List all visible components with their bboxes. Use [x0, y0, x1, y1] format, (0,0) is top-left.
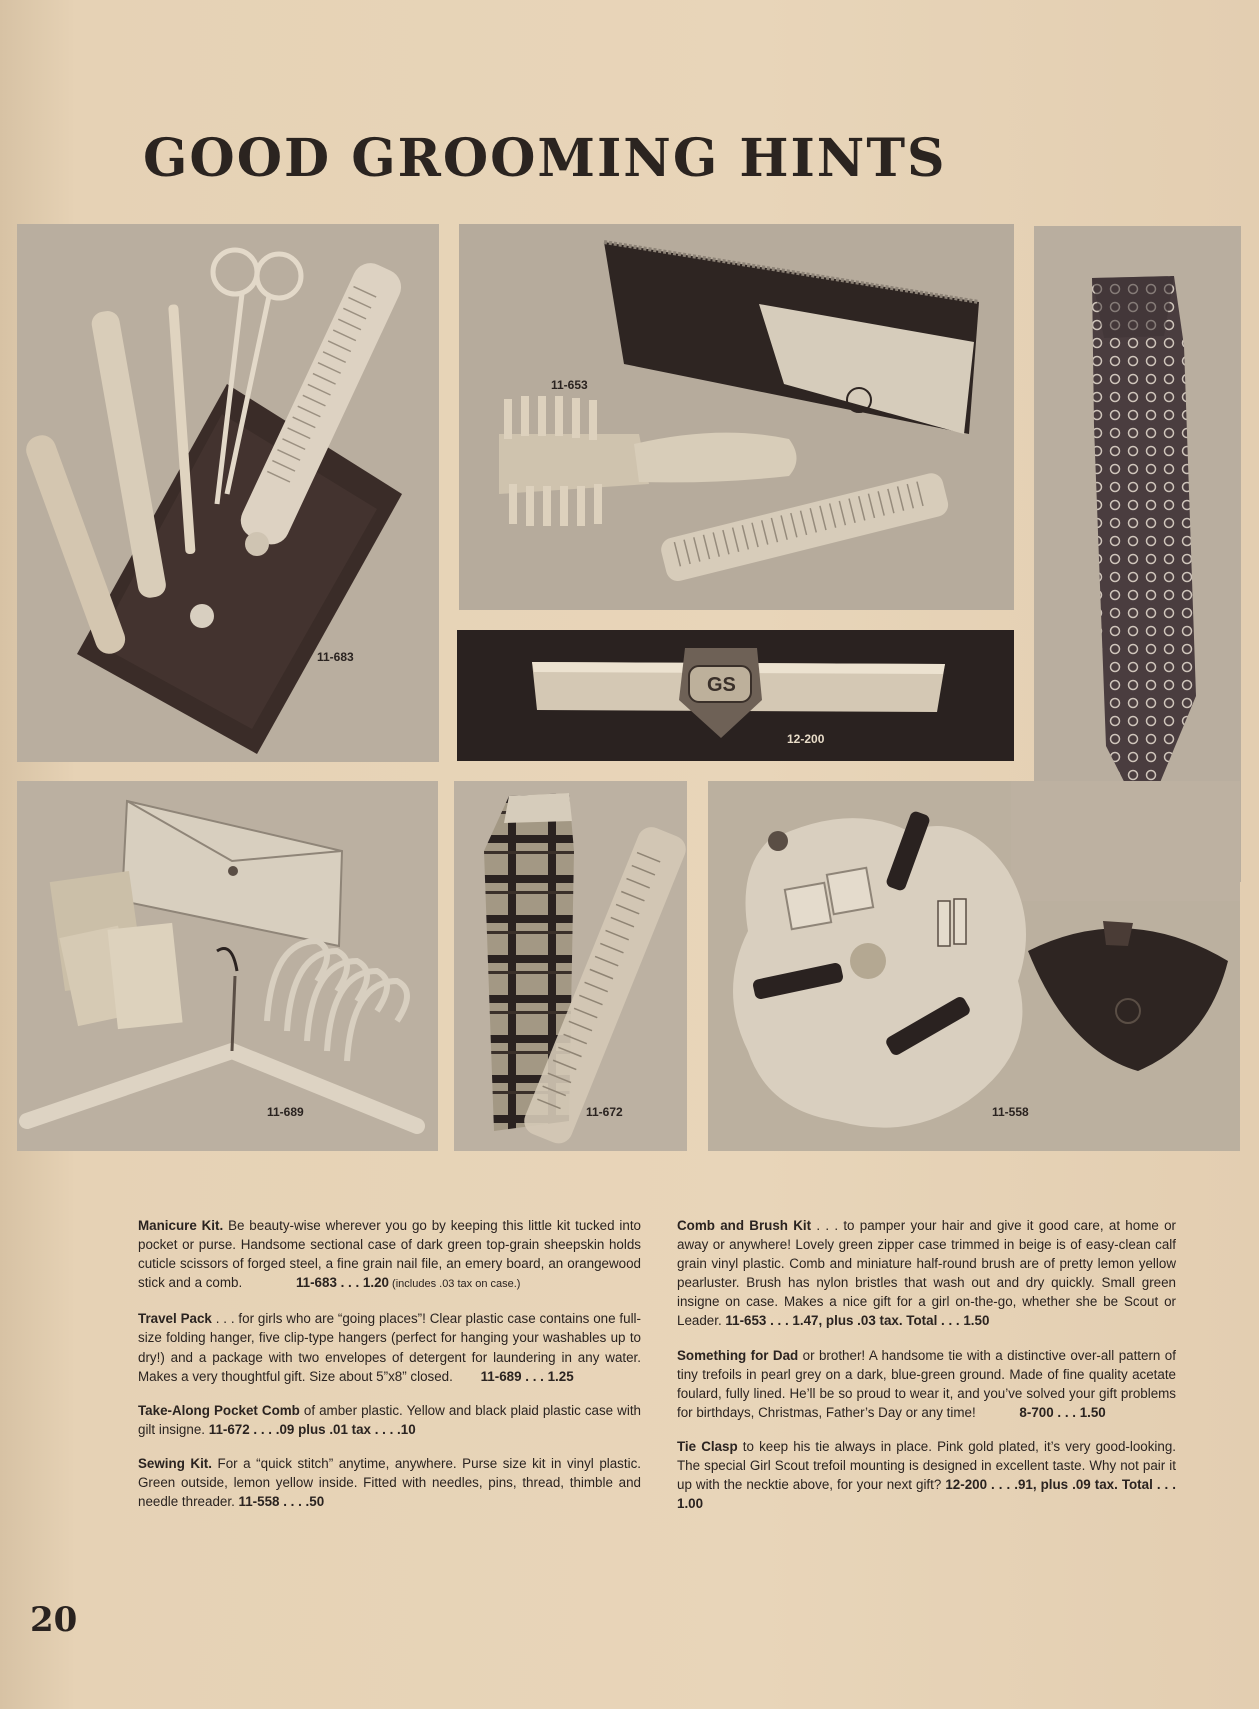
logo-text: GS: [707, 674, 736, 696]
item-price: 11-653 . . . 1.47, plus .03 tax. Total . . . 1.50: [725, 1313, 990, 1329]
item-price: 12-200 . . . .91, plus .09 tax. Total . . . 1.00: [677, 1477, 1176, 1512]
item-sewing-kit: [138, 1454, 641, 1511]
item-body: to keep his tie always in place. Pink gold plated, it’s very good-looking. The special Girl Scout trefoil mounting is designed in excellent taste. Why not pair it up with the necktie above, for your next gift?: [677, 1438, 1177, 1493]
item-price: 11-558 . . . .50: [238, 1494, 325, 1510]
item-name: Manicure Kit.: [138, 1218, 224, 1233]
product-code-label: 11-672: [586, 1105, 623, 1119]
item-name: Take-Along Pocket Comb: [138, 1402, 300, 1418]
photo-tie-clasp: [457, 630, 1014, 761]
item-body: of amber plastic. Yellow and black plaid plastic case with gilt insigne.: [138, 1402, 641, 1437]
product-code-label: 11-683: [317, 650, 354, 664]
item-name: Comb and Brush Kit: [677, 1218, 812, 1233]
travel-pack-illustration: [17, 781, 438, 1151]
pocket-comb-illustration: [454, 781, 687, 1151]
item-body: Be beauty-wise wherever you go by keeping this little kit tucked into pocket or purse. Handsome sectional case of dark green top-grain sheepskin holds cuticle scissors of forged steel, a fine grain nail file, an emery board, an orangewood stick and a comb.: [138, 1218, 641, 1291]
item-price: 11-689 . . . 1.25: [480, 1368, 574, 1384]
item-necktie: [677, 1346, 1176, 1422]
page-title: GOOD GROOMING HINTS: [143, 128, 947, 189]
item-pocket-comb: [138, 1401, 641, 1439]
item-name: Tie Clasp: [677, 1438, 738, 1454]
sewing-kit-illustration: [708, 781, 1240, 1151]
item-name: Sewing Kit.: [138, 1455, 212, 1471]
photo-pocket-comb: [454, 781, 687, 1151]
item-name: Something for Dad: [677, 1347, 799, 1363]
item-body: . . . for girls who are “going places”! Clear plastic case contains one full-size folding hanger, five clip-type hangers (perfect for hanging your washables up to dry!) and a package with two envelopes of detergent for laundering in any water. Makes a very thoughtful gift. Size about 5”x8” closed.: [138, 1311, 641, 1384]
photo-comb-brush-kit: [459, 224, 1014, 610]
product-code-label: 11-558: [992, 1105, 1029, 1119]
item-travel-pack: [138, 1309, 641, 1385]
photo-manicure-kit: [17, 224, 439, 762]
item-body: For a “quick stitch” anytime, anywhere. Purse size kit in vinyl plastic. Green outside, lemon yellow inside. Fitted with needles, pins, thread, thimble and needle threader.: [138, 1455, 641, 1510]
item-tie-clasp: [677, 1437, 1176, 1513]
photo-travel-pack: [17, 781, 438, 1151]
item-body: or brother! A handsome tie with a distinctive over-all pattern of tiny trefoils in pearl grey on a dark, blue-green ground. Made of fine quality acetate foulard, fully lined. He’ll be so proud to wear it, and you’ve solved your gift problems for birthdays, Christmas, Father’s Day or any time!: [677, 1347, 1176, 1420]
page-number: 20: [30, 1600, 78, 1640]
item-comb-brush-kit: [677, 1216, 1176, 1331]
description-column-right: [677, 1216, 1176, 1528]
item-price: 8-700 . . . 1.50: [1019, 1404, 1106, 1420]
item-body: . . . to pamper your hair and give it good care, at home or away or anywhere! Lovely green zipper case trimmed in beige is of easy-clean calf grain vinyl plastic. Comb and miniature half-round brush are of pretty lemon yellow pearluster. Brush has nylon bristles that wash out and dry quickly. Small green insigne on case. Makes a nice gift for a girl on-the-go, whether she be Scout or Leader.: [677, 1218, 1176, 1329]
product-code-label: 11-653: [551, 378, 588, 392]
product-code-label: 12-200: [787, 732, 825, 746]
photo-sewing-kit: [708, 781, 1240, 1151]
product-code-label: 11-689: [267, 1105, 304, 1119]
item-price: 11-683 . . . 1.20: [295, 1275, 389, 1291]
item-price: 11-672 . . . .09 plus .01 tax . . . .10: [208, 1421, 416, 1437]
description-column-left: [138, 1216, 641, 1526]
item-manicure-kit: [138, 1216, 641, 1294]
item-note: (includes .03 tax on case.): [389, 1278, 521, 1291]
item-name: Travel Pack: [138, 1311, 212, 1327]
manicure-kit-illustration: [17, 224, 439, 762]
comb-brush-kit-illustration: [459, 224, 1014, 610]
